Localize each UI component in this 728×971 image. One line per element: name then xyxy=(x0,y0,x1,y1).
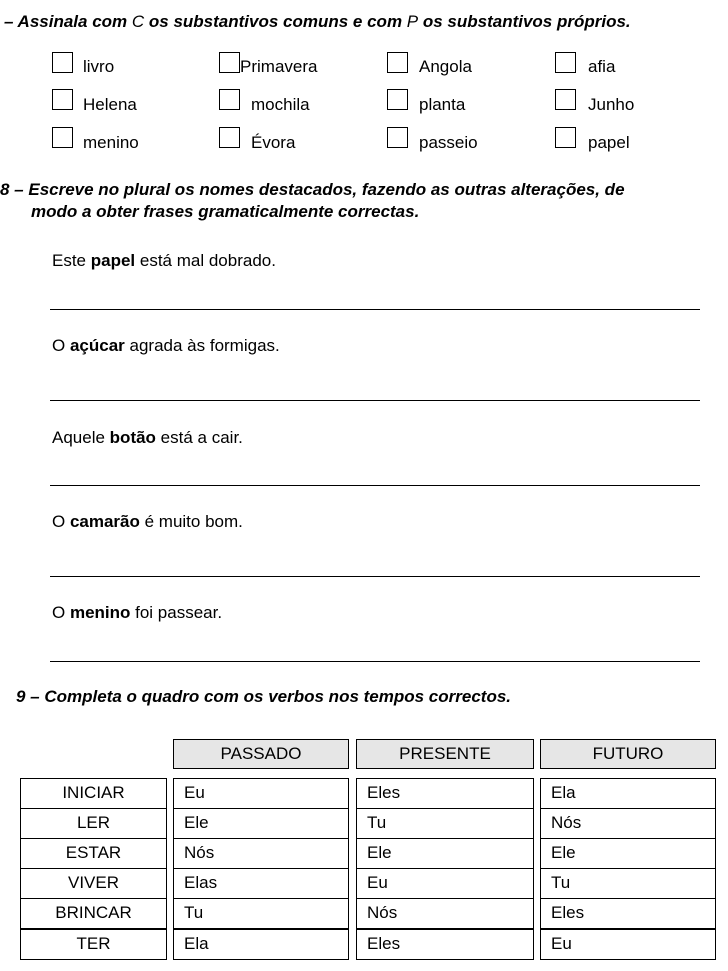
heading-part: os substantivos próprios. xyxy=(418,12,631,31)
checkbox[interactable] xyxy=(387,52,408,73)
sentence-text: O xyxy=(52,603,70,622)
answer-cell[interactable]: Tu xyxy=(540,868,716,899)
sentence xyxy=(52,428,243,448)
verb-cell: VIVER xyxy=(20,868,167,899)
checkbox[interactable] xyxy=(387,127,408,148)
answer-cell[interactable]: Eu xyxy=(540,929,716,960)
sentence-text: está mal dobrado. xyxy=(135,251,276,270)
answer-cell[interactable]: Nós xyxy=(540,808,716,839)
word-label: passeio xyxy=(419,133,478,152)
sentence-text: O xyxy=(52,512,70,531)
checkbox[interactable] xyxy=(52,89,73,110)
answer-cell[interactable]: Nós xyxy=(356,898,534,929)
highlighted-noun: papel xyxy=(90,251,136,270)
word-label: Junho xyxy=(588,95,635,114)
word-label: Helena xyxy=(83,95,137,114)
sentence-text: Aquele xyxy=(52,428,110,447)
word-label: Primavera xyxy=(240,57,318,76)
checkbox[interactable] xyxy=(555,127,576,148)
answer-cell[interactable]: Eles xyxy=(540,898,716,929)
verb-cell: TER xyxy=(20,929,167,960)
sentence xyxy=(52,336,280,356)
column-header-passado: PASSADO xyxy=(173,739,349,769)
answer-cell[interactable]: Ela xyxy=(540,778,716,809)
checkbox[interactable] xyxy=(219,127,240,148)
answer-line[interactable] xyxy=(50,309,700,310)
checkbox[interactable] xyxy=(555,89,576,110)
word-label: papel xyxy=(588,133,630,152)
word-label: afia xyxy=(588,57,616,76)
checkbox[interactable] xyxy=(219,52,240,73)
word-label: mochila xyxy=(251,95,310,114)
answer-line[interactable] xyxy=(50,485,700,486)
checkbox[interactable] xyxy=(52,52,73,73)
sentence xyxy=(52,603,222,623)
word-label: livro xyxy=(83,57,115,76)
answer-line[interactable] xyxy=(50,400,700,401)
sentence-text: está a cair. xyxy=(155,428,243,447)
heading-part: os substantivos comuns e com xyxy=(144,12,407,31)
checkbox[interactable] xyxy=(219,89,240,110)
checkbox[interactable] xyxy=(555,52,576,73)
verb-cell: BRINCAR xyxy=(20,898,167,929)
answer-cell[interactable]: Tu xyxy=(173,898,349,929)
highlighted-noun: camarão xyxy=(69,512,140,531)
sentence-text: foi passear. xyxy=(130,603,223,622)
heading-part: – Assinala com xyxy=(4,12,132,31)
word-label: Évora xyxy=(251,133,296,152)
letter-c: C xyxy=(131,12,145,31)
answer-line[interactable] xyxy=(50,661,700,662)
exercise-8-heading-line2: modo a obter frases gramaticalmente correctas. xyxy=(31,202,420,221)
exercise-7-heading xyxy=(4,12,631,32)
answer-cell[interactable]: Eu xyxy=(173,778,349,809)
verb-cell: LER xyxy=(20,808,167,839)
verb-cell: ESTAR xyxy=(20,838,167,869)
checkbox[interactable] xyxy=(52,127,73,148)
highlighted-noun: menino xyxy=(69,603,131,622)
sentence-text: é muito bom. xyxy=(139,512,243,531)
word-label: planta xyxy=(419,95,466,114)
answer-cell[interactable]: Ele xyxy=(540,838,716,869)
answer-cell[interactable]: Ele xyxy=(173,808,349,839)
sentence xyxy=(52,512,243,532)
answer-cell[interactable]: Ela xyxy=(173,929,349,960)
answer-cell[interactable]: Eu xyxy=(356,868,534,899)
answer-cell[interactable]: Eles xyxy=(356,778,534,809)
letter-p: P xyxy=(406,12,419,31)
answer-cell[interactable]: Eles xyxy=(356,929,534,960)
word-label: menino xyxy=(83,133,139,152)
sentence-text: agrada às formigas. xyxy=(124,336,280,355)
answer-cell[interactable]: Nós xyxy=(173,838,349,869)
word-label: Angola xyxy=(419,57,472,76)
exercise-8-heading-line1: 8 – Escreve no plural os nomes destacados, fazendo as outras alterações, de xyxy=(0,180,625,199)
answer-cell[interactable]: Ele xyxy=(356,838,534,869)
checkbox[interactable] xyxy=(387,89,408,110)
sentence xyxy=(52,251,276,271)
answer-cell[interactable]: Elas xyxy=(173,868,349,899)
highlighted-noun: açúcar xyxy=(69,336,125,355)
exercise-9-heading: 9 – Completa o quadro com os verbos nos tempos correctos. xyxy=(16,687,512,706)
sentence-text: O xyxy=(52,336,70,355)
verb-cell: INICIAR xyxy=(20,778,167,809)
column-header-futuro: FUTURO xyxy=(540,739,716,769)
answer-cell[interactable]: Tu xyxy=(356,808,534,839)
highlighted-noun: botão xyxy=(109,428,156,447)
answer-line[interactable] xyxy=(50,576,700,577)
sentence-text: Este xyxy=(52,251,91,270)
column-header-presente: PRESENTE xyxy=(356,739,534,769)
